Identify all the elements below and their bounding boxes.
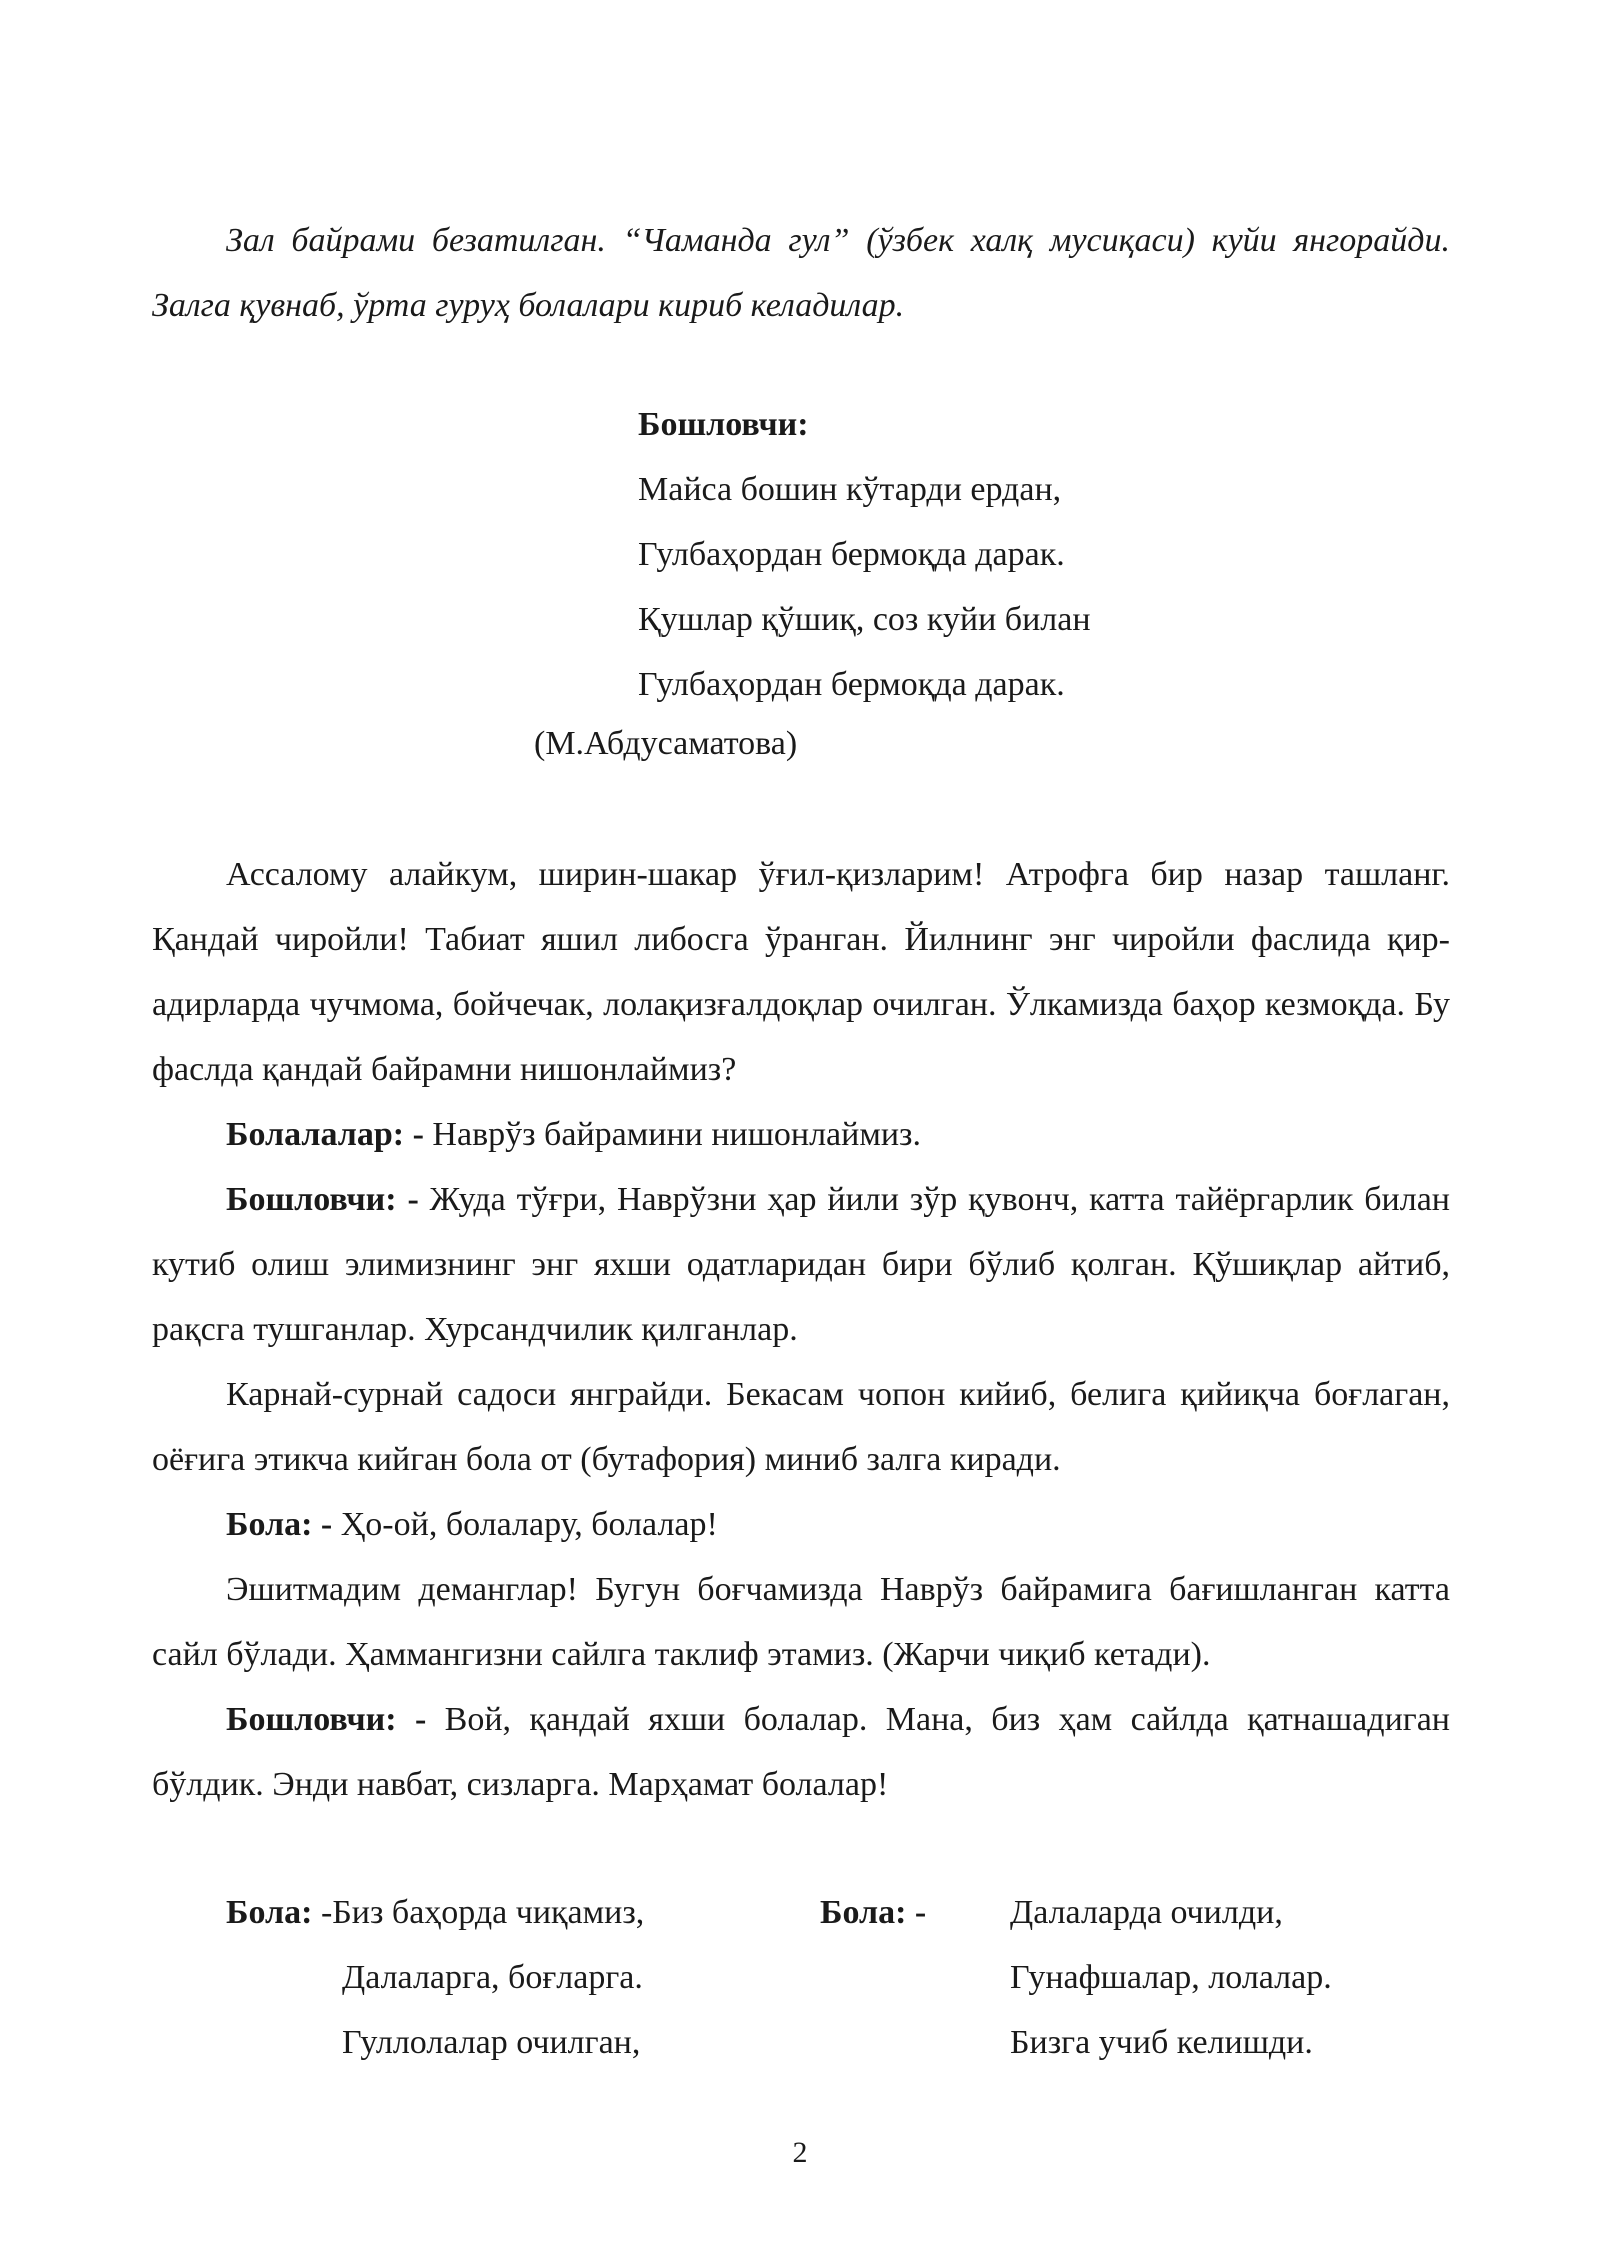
speaker-label: Бола: -	[226, 1506, 333, 1543]
poem-author: (М.Абдусаматова)	[534, 725, 798, 762]
verse-right-speaker	[820, 1893, 926, 1933]
host-text: Жуда тўғри, Наврўзни ҳар йили зўр қувонч, катта тайёргарлик билан кутиб олиш элимизнинг энг яхши одатларидан бири бўлиб қолган. Қўшиқлар айтиб, рақсга тушганлар. Хурсандчилик қилганлар.	[152, 1181, 1450, 1348]
verse-line: Далаларга, боғларга.	[342, 1959, 643, 1996]
poem-speaker: Бошловчи:	[638, 406, 809, 443]
karnay-paragraph: Карнай-сурнай садоси янграйди. Бекасам чопон кийиб, белига қийиқча боғлаган, оёғига этикча кийган бола от (бутафория) миниб залга киради.	[152, 1376, 1450, 1478]
host-paragraph-2	[152, 1687, 1450, 1817]
poem-block	[638, 392, 1091, 717]
poem-line: Гулбаҳордан бермоқда дарак.	[638, 536, 1065, 573]
verse-line: Гунафшалар, лолалар.	[1010, 1959, 1332, 1996]
verse-line: Гуллолалар очилган,	[342, 2024, 641, 2061]
speaker-label: Болалалар: -	[226, 1116, 424, 1153]
page-number: 2	[792, 2136, 808, 2169]
host-text: Вой, қандай яхши болалар. Мана, биз ҳам сайлда қатнашадиган бўлдик. Энди навбат, сизларга. Марҳамат болалар!	[152, 1701, 1450, 1803]
bola-text: Ҳо-ой, болалару, болалар!	[332, 1506, 718, 1543]
greeting-paragraph: Ассалому алайкум, ширин-шакар ўғил-қизларим! Атрофга бир назар ташланг. Қандай чиройли! Табиат яшил либосга ўранган. Йилнинг энг чиройли фаслида қир-адирларда чучмома, бойчечак, лолақизғалдоқлар очилган. Ўлкамизда баҳор кезмоқда. Бу фаслда қандай байрамни нишонлаймиз?	[152, 856, 1450, 1088]
speaker-label: Бола: -	[820, 1894, 927, 1931]
children-reply	[152, 1102, 1450, 1167]
poem-line: Майса бошин кўтарди ердан,	[638, 471, 1062, 508]
poem-line: Қушлар қўшиқ, соз куйи билан	[638, 601, 1091, 638]
verse-left-first	[226, 1893, 644, 1933]
bola-line	[152, 1492, 1450, 1557]
host-paragraph	[152, 1167, 1450, 1362]
announcement-paragraph: Эшитмадим деманглар! Бугун боғчамизда Наврўз байрамига бағишланган катта сайл бўлади. Ҳаммангизни сайлга таклиф этамиз. (Жарчи чиқиб кетади).	[152, 1571, 1450, 1673]
speaker-label: Бошловчи: -	[226, 1181, 419, 1218]
speaker-label: Бола:	[226, 1894, 313, 1931]
reply-text: Наврўз байрамини нишонлаймиз.	[423, 1116, 921, 1153]
verse-line: -Биз баҳорда чиқамиз,	[312, 1894, 645, 1931]
intro-paragraph: Зал байрами безатилган. “Чаманда гул” (ўзбек халқ мусиқаси) куйи янгорайди. Залга қувнаб, ўрта гуруҳ болалари кириб келадилар.	[152, 222, 1450, 324]
verse-line: Бизга учиб келишди.	[1010, 2024, 1313, 2061]
speaker-label: Бошловчи: -	[226, 1701, 427, 1738]
poem-line: Гулбаҳордан бермоқда дарак.	[638, 666, 1065, 703]
verse-line: Далаларда очилди,	[1010, 1894, 1283, 1931]
